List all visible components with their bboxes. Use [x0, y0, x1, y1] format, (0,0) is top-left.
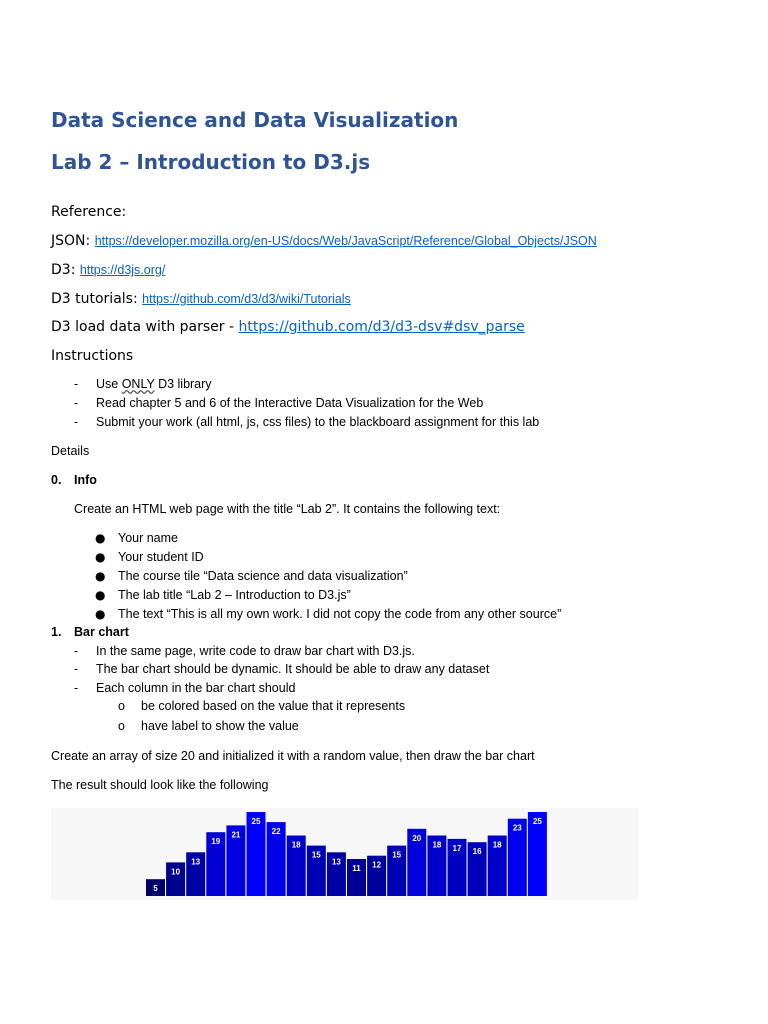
array-instruction: Create an array of size 20 and initialized it with a random value, then draw the bar chart — [51, 749, 535, 763]
bar-chart — [51, 808, 639, 900]
instruction-item — [96, 377, 212, 391]
circle-marker: o — [118, 699, 125, 713]
parser-reference — [51, 319, 525, 335]
section-number: 1. — [51, 625, 62, 639]
bar-value-label: 18 — [492, 840, 502, 850]
instruction-text: D3 library — [154, 377, 212, 391]
d3-link[interactable]: https://d3js.org/ — [79, 263, 166, 277]
instructions-heading: Instructions — [51, 348, 134, 364]
bar-value-label: 18 — [291, 840, 301, 850]
bullet-marker: ● — [95, 607, 106, 621]
sub-list-item: be colored based on the value that it represents — [141, 699, 406, 713]
only-emphasis: ONLY — [121, 377, 155, 391]
list-item: The lab title “Lab 2 – Introduction to D3.js” — [118, 588, 351, 602]
result-caption: The result should look like the following — [51, 778, 269, 792]
sub-list-item: have label to show the value — [141, 719, 299, 733]
dash-marker: - — [74, 681, 79, 695]
bar-value-label: 22 — [271, 827, 281, 837]
info-intro: Create an HTML web page with the title “Lab 2”. It contains the following text: — [74, 502, 501, 516]
bar-value-label: 15 — [311, 850, 321, 860]
list-item: Your student ID — [118, 550, 204, 564]
instruction-text: Use — [96, 377, 122, 391]
section-title-info: Info — [74, 473, 97, 487]
d3-reference — [51, 262, 165, 278]
circle-marker: o — [118, 719, 125, 733]
parser-link[interactable]: https://github.com/d3/d3-dsv#dsv_parse — [238, 319, 525, 335]
dash-marker: - — [74, 644, 79, 658]
bar-value-label: 11 — [352, 864, 361, 873]
bar-value-label: 13 — [331, 857, 341, 867]
bar-value-label: 12 — [372, 860, 382, 870]
bullet-marker: ● — [95, 550, 106, 564]
list-item: The bar chart should be dynamic. It should be able to draw any dataset — [96, 662, 490, 676]
dash-marker: - — [74, 377, 79, 391]
list-item: The course tile “Data science and data visualization” — [118, 569, 408, 583]
bar-value-label: 10 — [171, 867, 181, 877]
bar-value-label: 17 — [452, 843, 462, 853]
bullet-marker: ● — [95, 569, 106, 583]
json-link[interactable]: https://developer.mozilla.org/en-US/docs/Web/JavaScript/Reference/Global_Objects/JSON — [94, 234, 597, 248]
bar-value-label: 20 — [412, 833, 422, 843]
tutorials-reference — [51, 291, 351, 307]
bar-value-label: 5 — [153, 884, 158, 894]
list-item: Each column in the bar chart should — [96, 681, 296, 695]
list-item: In the same page, write code to draw bar chart with D3.js. — [96, 644, 415, 658]
d3-label: D3: — [51, 262, 80, 278]
dash-marker: - — [74, 415, 79, 429]
bullet-marker: ● — [95, 531, 106, 545]
section-number: 0. — [51, 473, 62, 487]
list-item: Your name — [118, 531, 178, 545]
dash-marker: - — [74, 396, 79, 410]
bar-value-label: 19 — [211, 837, 221, 847]
json-label: JSON: — [51, 233, 95, 249]
tutorials-label: D3 tutorials: — [51, 291, 143, 307]
bar-value-label: 13 — [191, 857, 201, 867]
list-item: The text “This is all my own work. I did not copy the code from any other source” — [118, 607, 562, 621]
bar-value-label: 25 — [532, 817, 542, 826]
tutorials-link[interactable]: https://github.com/d3/d3/wiki/Tutorials — [142, 292, 351, 306]
bar-value-label: 15 — [392, 850, 402, 860]
reference-heading: Reference: — [51, 204, 127, 220]
bullet-marker: ● — [95, 588, 106, 602]
bar-value-label: 21 — [231, 830, 241, 840]
bar-value-label: 23 — [512, 823, 522, 833]
instruction-item: Submit your work (all html, js, css files) to the blackboard assignment for this lab — [96, 415, 540, 429]
section-title-bar-chart: Bar chart — [74, 625, 129, 639]
parser-label: D3 load data with parser - — [51, 319, 239, 335]
bar-value-label: 25 — [251, 817, 261, 826]
instruction-item: Read chapter 5 and 6 of the Interactive Data Visualization for the Web — [96, 396, 484, 410]
json-reference — [51, 233, 597, 249]
dash-marker: - — [74, 662, 79, 676]
details-heading: Details — [51, 444, 90, 458]
bar-value-label: 16 — [472, 847, 482, 857]
lab-title: Lab 2 – Introduction to D3.js — [51, 150, 371, 174]
bar-value-label: 18 — [432, 840, 442, 850]
course-title: Data Science and Data Visualization — [51, 108, 459, 132]
